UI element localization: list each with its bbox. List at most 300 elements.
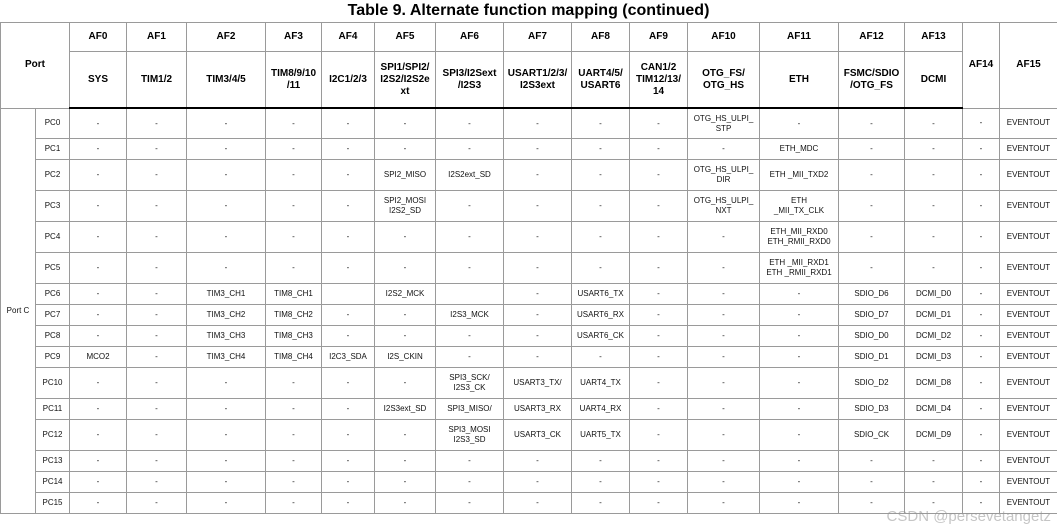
af-cell: USART6_TX bbox=[572, 284, 630, 305]
af-function-header-10: OTG_FS/ OTG_HS bbox=[688, 52, 760, 109]
af-cell: - bbox=[436, 108, 504, 139]
af-cell: - bbox=[688, 326, 760, 347]
af-cell: - bbox=[322, 253, 375, 284]
af-cell: - bbox=[70, 451, 127, 472]
af-cell: DCMI_D2 bbox=[905, 326, 963, 347]
af-cell: - bbox=[572, 191, 630, 222]
af-cell: - bbox=[630, 326, 688, 347]
af-cell: - bbox=[187, 368, 266, 399]
af-cell: - bbox=[127, 472, 187, 493]
af14-header: AF14 bbox=[963, 23, 1000, 109]
af-header-9: AF9 bbox=[630, 23, 688, 52]
af-cell: - bbox=[266, 399, 322, 420]
af-cell bbox=[436, 284, 504, 305]
af-cell: ETH_MDC bbox=[760, 139, 839, 160]
af-function-header-8: UART4/5/ USART6 bbox=[572, 52, 630, 109]
af-cell: - bbox=[963, 493, 1000, 514]
af-cell: I2C3_SDA bbox=[322, 347, 375, 368]
af-cell: TIM8_CH1 bbox=[266, 284, 322, 305]
af-cell: - bbox=[572, 108, 630, 139]
af-cell: - bbox=[127, 305, 187, 326]
af-cell: - bbox=[905, 222, 963, 253]
af-cell: SDIO_D7 bbox=[839, 305, 905, 326]
af-cell: - bbox=[963, 399, 1000, 420]
af-cell: TIM3_CH3 bbox=[187, 326, 266, 347]
af-cell: - bbox=[760, 284, 839, 305]
af-header-13: AF13 bbox=[905, 23, 963, 52]
af-cell: - bbox=[905, 493, 963, 514]
af-cell: - bbox=[322, 493, 375, 514]
table-row bbox=[1, 326, 1057, 347]
af-cell: - bbox=[70, 253, 127, 284]
af-cell: SPI2_MISO bbox=[375, 160, 436, 191]
af-cell: - bbox=[266, 191, 322, 222]
af-cell: - bbox=[572, 160, 630, 191]
af-cell: - bbox=[760, 368, 839, 399]
header-row-function bbox=[1, 52, 1057, 109]
af-cell: - bbox=[436, 347, 504, 368]
af-cell: - bbox=[688, 253, 760, 284]
af-cell: - bbox=[504, 191, 572, 222]
af-cell: - bbox=[905, 160, 963, 191]
af-cell: - bbox=[630, 451, 688, 472]
af-cell: TIM8_CH4 bbox=[266, 347, 322, 368]
af-cell: - bbox=[436, 451, 504, 472]
af-cell: - bbox=[688, 472, 760, 493]
af-cell: - bbox=[187, 108, 266, 139]
af-cell: - bbox=[905, 472, 963, 493]
af-cell: - bbox=[839, 472, 905, 493]
af-cell: - bbox=[187, 451, 266, 472]
af-cell: - bbox=[688, 347, 760, 368]
af-cell: - bbox=[688, 222, 760, 253]
pin-name: PC4 bbox=[36, 222, 70, 253]
af-cell: - bbox=[630, 139, 688, 160]
af-cell: - bbox=[504, 139, 572, 160]
af-cell: - bbox=[630, 222, 688, 253]
af-cell: - bbox=[905, 253, 963, 284]
af-cell: TIM8_CH2 bbox=[266, 305, 322, 326]
af-cell: - bbox=[760, 399, 839, 420]
af-cell: SDIO_D6 bbox=[839, 284, 905, 305]
af-cell: - bbox=[70, 160, 127, 191]
af-cell: - bbox=[187, 222, 266, 253]
af-cell: - bbox=[760, 347, 839, 368]
pin-name: PC8 bbox=[36, 326, 70, 347]
af-function-header-12: FSMC/SDIO /OTG_FS bbox=[839, 52, 905, 109]
pin-name: PC10 bbox=[36, 368, 70, 399]
af-cell: - bbox=[688, 451, 760, 472]
af-function-header-4: I2C1/2/3 bbox=[322, 52, 375, 109]
af-cell: - bbox=[905, 108, 963, 139]
af-cell: - bbox=[375, 108, 436, 139]
af-cell: - bbox=[70, 191, 127, 222]
af-cell: - bbox=[322, 160, 375, 191]
af-cell: EVENTOUT bbox=[1000, 222, 1057, 253]
af-cell: - bbox=[688, 305, 760, 326]
af-cell: - bbox=[127, 399, 187, 420]
af-function-header-13: DCMI bbox=[905, 52, 963, 109]
af-cell: - bbox=[70, 493, 127, 514]
af-cell: - bbox=[70, 326, 127, 347]
pin-name: PC11 bbox=[36, 399, 70, 420]
af-cell: - bbox=[266, 420, 322, 451]
af-function-header-5: SPI1/SPI2/ I2S2/I2S2e xt bbox=[375, 52, 436, 109]
af-cell: - bbox=[127, 253, 187, 284]
af-cell: - bbox=[322, 472, 375, 493]
af-cell: - bbox=[760, 108, 839, 139]
af-header-11: AF11 bbox=[760, 23, 839, 52]
af-cell: - bbox=[572, 493, 630, 514]
af-cell: - bbox=[963, 191, 1000, 222]
af-cell: - bbox=[504, 160, 572, 191]
af-header-1: AF1 bbox=[127, 23, 187, 52]
af-cell bbox=[322, 284, 375, 305]
table-row bbox=[1, 139, 1057, 160]
af-cell: - bbox=[266, 108, 322, 139]
af-function-header-0: SYS bbox=[70, 52, 127, 109]
alternate-function-table bbox=[0, 22, 1057, 514]
af-cell: TIM8_CH3 bbox=[266, 326, 322, 347]
pin-name: PC15 bbox=[36, 493, 70, 514]
af-cell: - bbox=[839, 222, 905, 253]
af-cell: - bbox=[760, 493, 839, 514]
af-cell: - bbox=[572, 222, 630, 253]
af-cell: - bbox=[322, 420, 375, 451]
af-cell: EVENTOUT bbox=[1000, 368, 1057, 399]
af-cell: - bbox=[375, 368, 436, 399]
pin-name: PC14 bbox=[36, 472, 70, 493]
af-cell: - bbox=[322, 451, 375, 472]
af-cell: - bbox=[963, 420, 1000, 451]
af-cell: SDIO_D2 bbox=[839, 368, 905, 399]
af-header-4: AF4 bbox=[322, 23, 375, 52]
af-cell: - bbox=[839, 139, 905, 160]
af-cell: - bbox=[266, 160, 322, 191]
af-cell: - bbox=[905, 139, 963, 160]
af-cell: - bbox=[630, 347, 688, 368]
af-cell: EVENTOUT bbox=[1000, 493, 1057, 514]
af-cell: - bbox=[322, 139, 375, 160]
af-cell: - bbox=[963, 451, 1000, 472]
af-cell: - bbox=[688, 139, 760, 160]
af-cell: - bbox=[688, 284, 760, 305]
pin-name: PC2 bbox=[36, 160, 70, 191]
af-cell: - bbox=[266, 493, 322, 514]
af-cell: - bbox=[127, 160, 187, 191]
af-cell: DCMI_D9 bbox=[905, 420, 963, 451]
af-cell: - bbox=[187, 139, 266, 160]
af-cell: - bbox=[187, 399, 266, 420]
af-cell: - bbox=[504, 451, 572, 472]
af-cell: - bbox=[127, 139, 187, 160]
af-cell: OTG_HS_ULPI_ NXT bbox=[688, 191, 760, 222]
af-cell: - bbox=[963, 326, 1000, 347]
af-cell: EVENTOUT bbox=[1000, 472, 1057, 493]
table-row bbox=[1, 284, 1057, 305]
af-cell: - bbox=[187, 253, 266, 284]
af-cell: - bbox=[760, 472, 839, 493]
af-cell: EVENTOUT bbox=[1000, 347, 1057, 368]
af-cell: - bbox=[70, 420, 127, 451]
af-cell: - bbox=[963, 347, 1000, 368]
af-cell: DCMI_D3 bbox=[905, 347, 963, 368]
af-cell: ETH _MII_TX_CLK bbox=[760, 191, 839, 222]
pin-name: PC0 bbox=[36, 108, 70, 139]
af-cell: - bbox=[760, 326, 839, 347]
af-cell: - bbox=[322, 191, 375, 222]
af-cell: - bbox=[266, 451, 322, 472]
af-cell: - bbox=[187, 420, 266, 451]
af-function-header-9: CAN1/2 TIM12/13/ 14 bbox=[630, 52, 688, 109]
af-cell: USART3_TX/ bbox=[504, 368, 572, 399]
af-header-2: AF2 bbox=[187, 23, 266, 52]
af-cell: - bbox=[375, 472, 436, 493]
af-cell: - bbox=[70, 284, 127, 305]
af-cell: - bbox=[572, 472, 630, 493]
af-cell: EVENTOUT bbox=[1000, 451, 1057, 472]
af-cell: - bbox=[436, 472, 504, 493]
af-cell: - bbox=[375, 451, 436, 472]
af-cell: - bbox=[963, 160, 1000, 191]
af-cell: - bbox=[375, 420, 436, 451]
af-cell: - bbox=[70, 222, 127, 253]
table-row bbox=[1, 493, 1057, 514]
table-row bbox=[1, 108, 1057, 139]
af-cell: UART5_TX bbox=[572, 420, 630, 451]
table-row bbox=[1, 305, 1057, 326]
af-cell: - bbox=[688, 399, 760, 420]
af-cell: - bbox=[436, 191, 504, 222]
af-cell: - bbox=[187, 493, 266, 514]
af-cell: - bbox=[504, 493, 572, 514]
af-cell: DCMI_D1 bbox=[905, 305, 963, 326]
af-cell: - bbox=[688, 493, 760, 514]
af-cell: - bbox=[630, 284, 688, 305]
af-cell: - bbox=[70, 368, 127, 399]
port-group-label: Port C bbox=[1, 108, 36, 514]
af-cell: USART3_RX bbox=[504, 399, 572, 420]
af-cell: - bbox=[572, 347, 630, 368]
table-row bbox=[1, 222, 1057, 253]
af-cell: - bbox=[839, 108, 905, 139]
af-cell: - bbox=[839, 451, 905, 472]
af-function-header-3: TIM8/9/10 /11 bbox=[266, 52, 322, 109]
af-cell: - bbox=[322, 222, 375, 253]
table-row bbox=[1, 347, 1057, 368]
pin-name: PC7 bbox=[36, 305, 70, 326]
af-cell: TIM3_CH2 bbox=[187, 305, 266, 326]
af-cell: - bbox=[688, 368, 760, 399]
af-function-header-1: TIM1/2 bbox=[127, 52, 187, 109]
af-cell: - bbox=[322, 368, 375, 399]
af-cell: - bbox=[375, 326, 436, 347]
af-function-header-6: SPI3/I2Sext /I2S3 bbox=[436, 52, 504, 109]
af-cell: - bbox=[266, 368, 322, 399]
af-header-12: AF12 bbox=[839, 23, 905, 52]
af-cell: - bbox=[905, 191, 963, 222]
af-cell: - bbox=[630, 493, 688, 514]
af-cell: - bbox=[839, 253, 905, 284]
af-cell: - bbox=[630, 108, 688, 139]
af-cell: EVENTOUT bbox=[1000, 326, 1057, 347]
af-cell: - bbox=[127, 451, 187, 472]
table-row bbox=[1, 368, 1057, 399]
af-cell: - bbox=[127, 222, 187, 253]
af-cell: SPI3_MISO/ bbox=[436, 399, 504, 420]
af-cell: - bbox=[963, 253, 1000, 284]
pin-name: PC12 bbox=[36, 420, 70, 451]
af-cell: EVENTOUT bbox=[1000, 139, 1057, 160]
af-cell: I2S3_MCK bbox=[436, 305, 504, 326]
af-cell: - bbox=[963, 139, 1000, 160]
af-header-5: AF5 bbox=[375, 23, 436, 52]
af-cell: - bbox=[187, 472, 266, 493]
af-function-header-7: USART1/2/3/ I2S3ext bbox=[504, 52, 572, 109]
af-cell: EVENTOUT bbox=[1000, 284, 1057, 305]
af-cell: EVENTOUT bbox=[1000, 420, 1057, 451]
af-cell: TIM3_CH1 bbox=[187, 284, 266, 305]
af-cell: - bbox=[436, 493, 504, 514]
af-cell: - bbox=[572, 451, 630, 472]
af-cell: ETH _MII_TXD2 bbox=[760, 160, 839, 191]
table-row bbox=[1, 253, 1057, 284]
af-cell: ETH _MII_RXD1 ETH _RMII_RXD1 bbox=[760, 253, 839, 284]
af-cell: - bbox=[630, 253, 688, 284]
af-cell: DCMI_D0 bbox=[905, 284, 963, 305]
af-cell: - bbox=[127, 284, 187, 305]
table-row bbox=[1, 399, 1057, 420]
af-cell: - bbox=[322, 305, 375, 326]
af-cell: - bbox=[322, 108, 375, 139]
af-cell: - bbox=[963, 284, 1000, 305]
af-cell: TIM3_CH4 bbox=[187, 347, 266, 368]
af-cell: - bbox=[375, 305, 436, 326]
af-cell: - bbox=[266, 472, 322, 493]
watermark: CSDN @persevetangetz bbox=[886, 508, 1051, 525]
af-cell: I2S_CKIN bbox=[375, 347, 436, 368]
af-cell: UART4_TX bbox=[572, 368, 630, 399]
af-cell: - bbox=[266, 222, 322, 253]
af-cell: - bbox=[504, 326, 572, 347]
af-cell: - bbox=[630, 368, 688, 399]
af-cell: - bbox=[70, 139, 127, 160]
af-cell: - bbox=[436, 253, 504, 284]
af-cell: - bbox=[688, 420, 760, 451]
af-cell: MCO2 bbox=[70, 347, 127, 368]
af-cell: - bbox=[504, 472, 572, 493]
pin-name: PC6 bbox=[36, 284, 70, 305]
af-cell: - bbox=[127, 493, 187, 514]
port-header: Port bbox=[1, 23, 70, 109]
pin-name: PC3 bbox=[36, 191, 70, 222]
af-cell: EVENTOUT bbox=[1000, 305, 1057, 326]
af-cell: - bbox=[630, 305, 688, 326]
af-cell: - bbox=[839, 493, 905, 514]
af-cell: - bbox=[504, 347, 572, 368]
af-cell: - bbox=[127, 326, 187, 347]
af-cell: SPI3_SCK/ I2S3_CK bbox=[436, 368, 504, 399]
af-header-10: AF10 bbox=[688, 23, 760, 52]
af-header-7: AF7 bbox=[504, 23, 572, 52]
af-cell: - bbox=[504, 108, 572, 139]
af-cell: - bbox=[839, 191, 905, 222]
af-cell: - bbox=[70, 305, 127, 326]
af-cell: - bbox=[375, 253, 436, 284]
table-row bbox=[1, 160, 1057, 191]
af-cell: - bbox=[504, 284, 572, 305]
af-cell: EVENTOUT bbox=[1000, 191, 1057, 222]
af-header-3: AF3 bbox=[266, 23, 322, 52]
af-cell: - bbox=[839, 160, 905, 191]
af-cell: - bbox=[187, 191, 266, 222]
pin-name: PC9 bbox=[36, 347, 70, 368]
af-cell: - bbox=[963, 472, 1000, 493]
af-cell: - bbox=[127, 368, 187, 399]
af-cell: - bbox=[760, 305, 839, 326]
af-cell: - bbox=[70, 399, 127, 420]
af-cell: - bbox=[905, 451, 963, 472]
af-cell: DCMI_D8 bbox=[905, 368, 963, 399]
af-cell: - bbox=[760, 451, 839, 472]
af-cell: - bbox=[266, 253, 322, 284]
af-cell: - bbox=[436, 222, 504, 253]
af-cell: OTG_HS_ULPI_ STP bbox=[688, 108, 760, 139]
af-cell: SPI2_MOSI I2S2_SD bbox=[375, 191, 436, 222]
af-cell: - bbox=[504, 305, 572, 326]
af-cell: - bbox=[322, 399, 375, 420]
af-cell: EVENTOUT bbox=[1000, 399, 1057, 420]
af-cell: - bbox=[572, 253, 630, 284]
af-cell: - bbox=[436, 139, 504, 160]
af-header-0: AF0 bbox=[70, 23, 127, 52]
table-title: Table 9. Alternate function mapping (continued) bbox=[347, 2, 710, 19]
af-cell: - bbox=[375, 493, 436, 514]
af-cell: - bbox=[266, 139, 322, 160]
af-cell: - bbox=[70, 472, 127, 493]
af-cell: - bbox=[630, 399, 688, 420]
af-cell: - bbox=[630, 191, 688, 222]
af15-header: AF15 bbox=[1000, 23, 1057, 109]
af-header-6: AF6 bbox=[436, 23, 504, 52]
af-cell: - bbox=[630, 472, 688, 493]
table-row bbox=[1, 420, 1057, 451]
af-cell: - bbox=[504, 222, 572, 253]
af-cell: SDIO_D1 bbox=[839, 347, 905, 368]
af-cell: - bbox=[760, 420, 839, 451]
af-cell: OTG_HS_ULPI_ DIR bbox=[688, 160, 760, 191]
af-cell: EVENTOUT bbox=[1000, 108, 1057, 139]
af-cell: - bbox=[963, 108, 1000, 139]
af-cell: I2S2_MCK bbox=[375, 284, 436, 305]
af-cell: - bbox=[127, 420, 187, 451]
af-cell: - bbox=[572, 139, 630, 160]
af-cell: SDIO_D0 bbox=[839, 326, 905, 347]
table-row bbox=[1, 191, 1057, 222]
af-cell: - bbox=[436, 326, 504, 347]
af-cell: - bbox=[375, 139, 436, 160]
af-cell: I2S3ext_SD bbox=[375, 399, 436, 420]
af-cell: UART4_RX bbox=[572, 399, 630, 420]
af-header-8: AF8 bbox=[572, 23, 630, 52]
af-cell: - bbox=[187, 160, 266, 191]
af-cell: SDIO_CK bbox=[839, 420, 905, 451]
af-cell: - bbox=[963, 305, 1000, 326]
table-body bbox=[1, 108, 1057, 514]
af-cell: - bbox=[375, 222, 436, 253]
pin-name: PC13 bbox=[36, 451, 70, 472]
af-cell: - bbox=[630, 160, 688, 191]
